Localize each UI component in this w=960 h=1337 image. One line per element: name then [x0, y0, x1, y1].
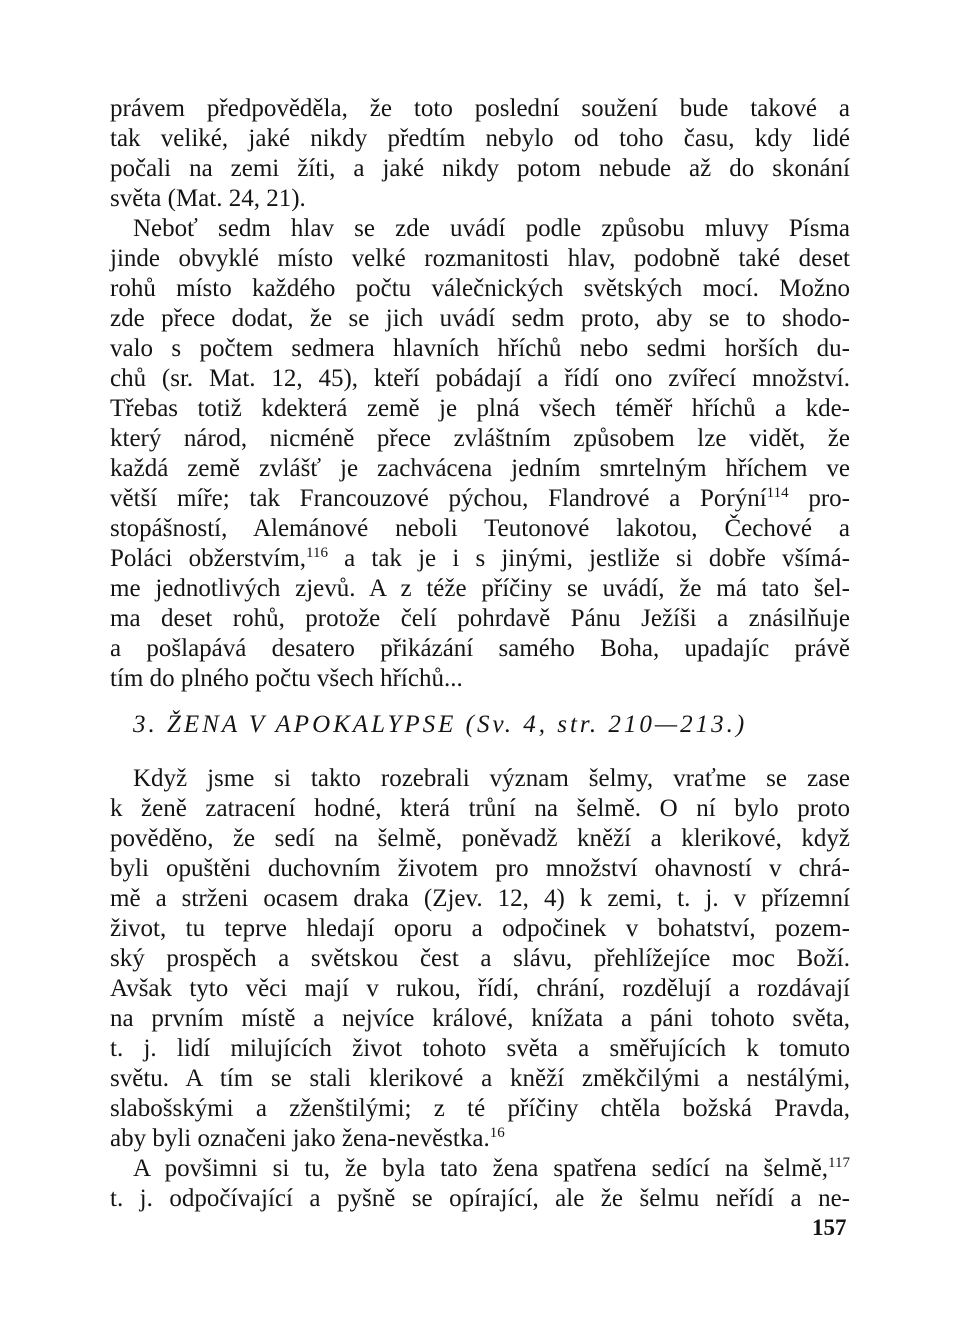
- page-number: 157: [812, 1215, 847, 1240]
- text-line: slabošskými a zženštilými; z té příčiny chtěla božská Pravda,: [110, 1095, 850, 1122]
- text-line: Když jsme si takto rozebrali význam šelmy, vraťme se zase: [133, 765, 850, 792]
- section-heading: 3. ŽENA V APOKALYPSE (Sv. 4, str. 210—213.): [133, 711, 748, 738]
- footnote-marker: 16: [489, 1125, 505, 1141]
- text-line: stopášností, Alemánové neboli Teutonové lakotou, Čechové a: [110, 515, 850, 542]
- text-fragment: pro-: [788, 485, 850, 512]
- text-line: život, tu teprve hledají oporu a odpočinek v bohatství, pozem-: [110, 915, 850, 942]
- footnote-marker: 117: [828, 1155, 850, 1171]
- text-line: byli opuštěni duchovním životem pro množství ohavností v chrá-: [110, 855, 850, 882]
- text-line: světu. A tím se stali klerikové a kněží změkčilými a nestálými,: [110, 1065, 850, 1092]
- text-line: pověděno, že sedí na šelmě, poněvadž kněží a klerikové, když: [110, 825, 850, 852]
- text-line: [110, 1124, 850, 1154]
- text-line: ský prospěch a světskou čest a slávu, přehlížejíce moc Boží.: [110, 945, 850, 972]
- text-line: me jednotlivých zjevů. A z téže příčiny se uvádí, že má tato šel-: [110, 575, 850, 602]
- text-fragment: větší míře; tak Francouzové pýchou, Flandrové a Porýní: [110, 485, 767, 512]
- text-line: t. j. odpočívající a pyšně se opírající, ale že šelmu neřídí a ne-: [110, 1185, 850, 1212]
- text-line: počali na zemi žíti, a jaké nikdy potom nebude až do skonání: [110, 155, 850, 182]
- text-line: Neboť sedm hlav se zde uvádí podle způsobu mluvy Písma: [133, 215, 850, 242]
- text-line: a pošlapává desatero přikázání samého Boha, upadajíc právě: [110, 635, 850, 662]
- text-line: Avšak tyto věci mají v rukou, řídí, chrání, rozdělují a rozdávají: [110, 975, 850, 1002]
- text-line: valo s počtem sedmera hlavních hříchů nebo sedmi horších du-: [110, 335, 850, 362]
- text-line: rohů místo každého počtu válečnických světských mocí. Možno: [110, 275, 850, 302]
- text-line: každá země zvlášť je zachvácena jedním smrtelným hříchem ve: [110, 455, 850, 482]
- footnote-marker: 116: [306, 545, 328, 561]
- text-fragment: aby byli označeni jako žena-nevěstka.: [110, 1125, 490, 1152]
- text-line: chů (sr. Mat. 12, 45), kteří pobádají a řídí ono zvířecí množství.: [110, 365, 850, 392]
- text-line: na prvním místě a nejvíce králové, knížata a páni tohoto světa,: [110, 1005, 850, 1032]
- text-fragment: A povšimni si tu, že byla tato žena spatřena sedící na šelmě,: [133, 1155, 829, 1182]
- text-line: který národ, nicméně přece zvláštním způsobem lze vidět, že: [110, 425, 850, 452]
- text-line: k ženě zatracení hodné, která trůní na šelmě. O ní bylo proto: [110, 795, 850, 822]
- text-fragment: a tak je i s jinými, jestliže si dobře všímá-: [327, 545, 850, 572]
- text-line: mě a strženi ocasem draka (Zjev. 12, 4) k zemi, t. j. v přízemní: [110, 885, 850, 912]
- text-line: t. j. lidí milujících život tohoto světa a směřujících k tomuto: [110, 1035, 850, 1062]
- text-line: tak veliké, jaké nikdy předtím nebylo od toho času, kdy lidé: [110, 125, 850, 152]
- text-line: jinde obvyklé místo velké rozmanitosti hlav, podobně také deset: [110, 245, 850, 272]
- text-line: [110, 544, 850, 574]
- text-line: právem předpověděla, že toto poslední soužení bude takové a: [110, 95, 850, 122]
- text-fragment: Poláci obžerstvím,: [110, 545, 306, 572]
- text-line: Třebas totiž kdekterá země je plná všech téměř hříchů a kde-: [110, 395, 850, 422]
- text-line: [133, 1154, 850, 1184]
- text-line: zde přece dodat, že se jich uvádí sedm proto, aby se to shodo-: [110, 305, 850, 332]
- text-line: světa (Mat. 24, 21).: [110, 185, 306, 212]
- text-line: ma deset rohů, protože čelí pohrdavě Pánu Ježíši a znásilňuje: [110, 605, 850, 632]
- text-line: [110, 484, 850, 514]
- text-line: tím do plného počtu všech hříchů...: [110, 665, 463, 692]
- footnote-marker: 114: [766, 485, 789, 501]
